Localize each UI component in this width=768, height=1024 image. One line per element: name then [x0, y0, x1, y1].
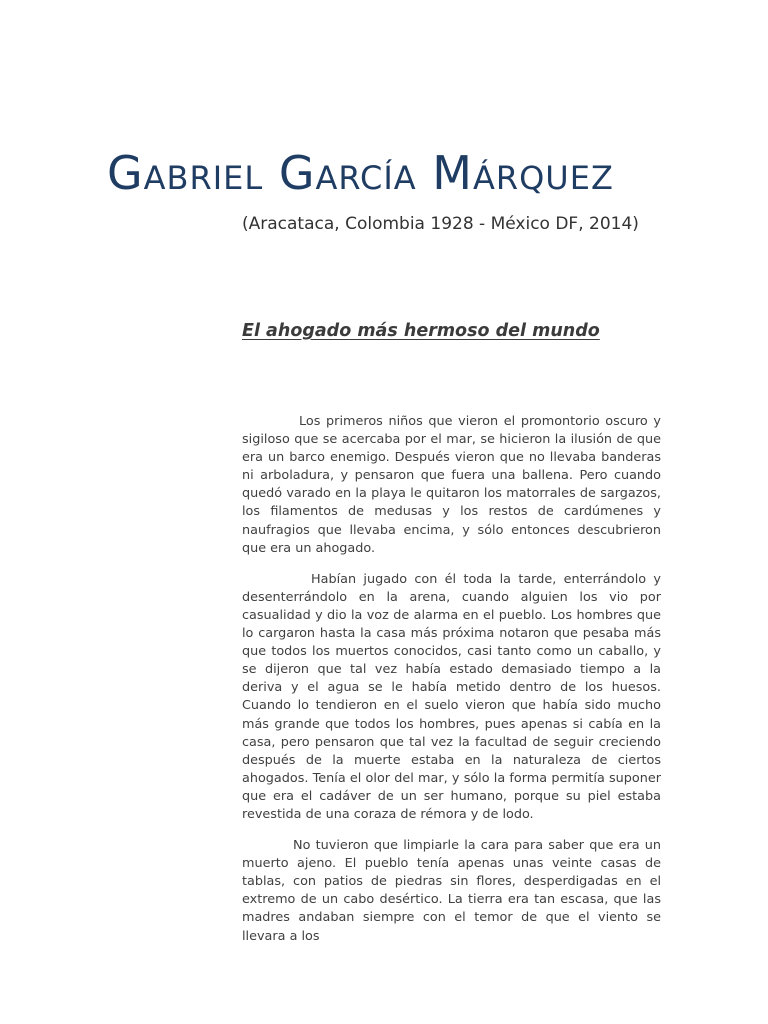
author-name: Gabriel García Márquez [107, 146, 614, 200]
paragraph: Habían jugado con él toda la tarde, enterrándolo y desenterrándolo en la arena, cuando alguien los vio por casualidad y dio la voz de alarma en el pueblo. Los hombres que lo cargaron hasta la casa más próxima notaron que pesaba más que todos los muertos conocidos, casi tanto como un caballo, y se dijeron que tal vez había estado demasiado tiempo a la deriva y el agua se le había metido dentro de los huesos. Cuando lo tendieron en el suelo vieron que había sido mucho más grande que todos los hombres, pues apenas si cabía en la casa, pero pensaron que tal vez la facultad de seguir creciendo después de la muerte estaba en la naturaleza de ciertos ahogados. Tenía el olor del mar, y sólo la forma permitía suponer que era el cadáver de un ser humano, porque su piel estaba revestida de una coraza de rémora y de lodo. [242, 571, 661, 822]
story-body [242, 413, 661, 944]
author-dates: (Aracataca, Colombia 1928 - México DF, 2014) [242, 214, 639, 234]
paragraph: Los primeros niños que vieron el promontorio oscuro y sigiloso que se acercaba por el mar, se hicieron la ilusión de que era un barco enemigo. Después vieron que no llevaba banderas ni arboladura, y pensaron que fuera una ballena. Pero cuando quedó varado en la playa le quitaron los matorrales de sargazos, los filamentos de medusas y los restos de cardúmenes y naufragios que llevaba encima, y sólo entonces descubrieron que era un ahogado. [242, 414, 661, 556]
paragraph: No tuvieron que limpiarle la cara para saber que era un muerto ajeno. El pueblo tenía apenas unas veinte casas de tablas, con patios de piedras sin flores, desperdigadas en el extremo de un cabo desértico. La tierra era tan escasa, que las madres andaban siempre con el temor de que el viento se llevara a los [242, 838, 661, 944]
story-title: El ahogado más hermoso del mundo [242, 321, 600, 341]
